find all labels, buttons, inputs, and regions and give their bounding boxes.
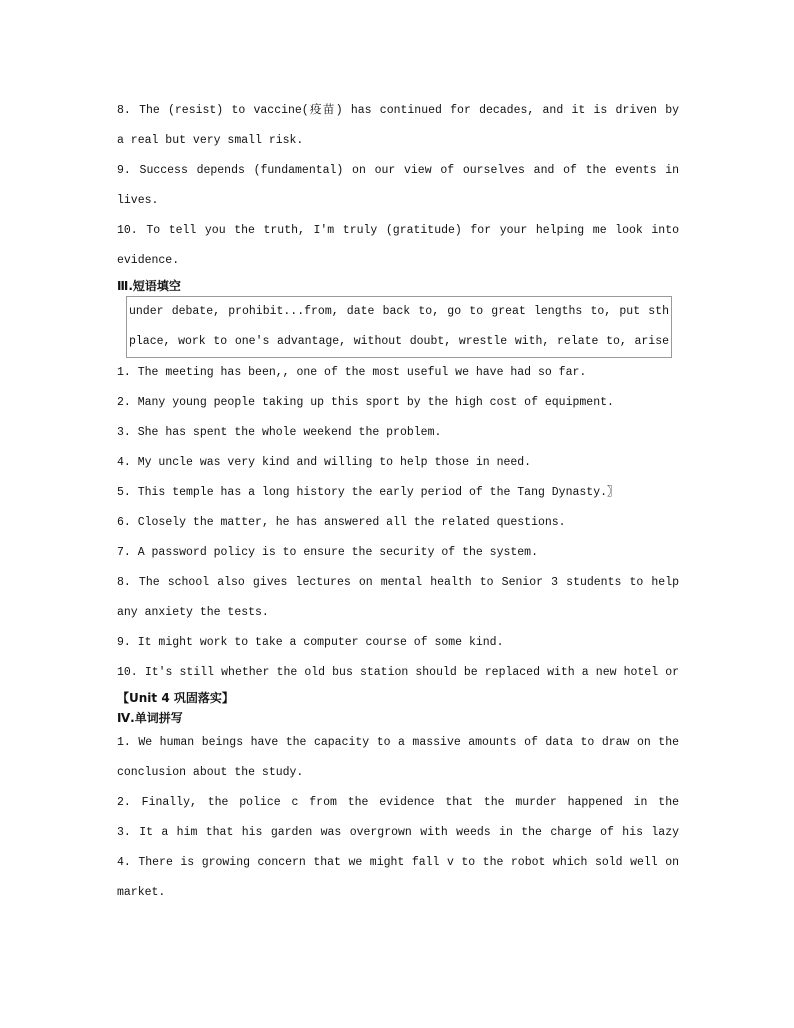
item-line [117,216,679,246]
item-number: 10. [117,224,138,237]
item-number: 8. [117,576,131,589]
item-number: 2. [117,396,131,409]
item-number: 8. [117,104,131,117]
item-text: My uncle was very kind and willing to help those in need. [137,456,532,469]
section3-item-2 [117,388,679,418]
item-line: lives. [117,194,159,207]
section3-item-1 [117,358,679,388]
item-line [117,728,679,758]
item-text: Success depends (fundamental) on our view of ourselves and of the events in [139,164,679,177]
item-text: Finally, the police c from the evidence that the murder happened in the [141,796,679,809]
item-line: conclusion about the study. [117,766,304,779]
document-page [117,96,679,908]
section3-item-9 [117,628,679,658]
item-line [117,848,679,878]
item-number: 3. [117,426,131,439]
section3-item-5 [117,478,679,508]
item-number: 6. [117,516,131,529]
item-line [117,568,679,598]
item-number: 5. [117,486,131,499]
item-text: The school also gives lectures on mental health to Senior 3 students to help [138,576,679,589]
section4-item-4 [117,848,679,908]
unit-heading: 【Unit 4 巩固落实】 [117,691,234,705]
item-number: 1. [117,366,131,379]
item-text: It's still whether the old bus station should be replaced with a new hotel or [144,666,679,679]
item-text: To tell you the truth, I'm truly (gratitude) for your helping me look into [146,224,679,237]
section2-item-10 [117,216,679,276]
section3-item-8 [117,568,679,628]
item-text: Closely the matter, he has answered all the related questions. [137,516,566,529]
item-text: The (resist) to vaccine(疫苗) has continued for decades, and it is driven by [139,104,679,117]
section4-item-3 [117,818,679,848]
item-text: A password policy is to ensure the security of the system. [137,546,538,559]
item-number: 3. [117,826,131,839]
item-line: evidence. [117,254,180,267]
item-line: any anxiety the tests. [117,606,269,619]
phrase-bank-box [126,296,672,358]
item-text: The meeting has been,, one of the most useful we have had so far. [137,366,587,379]
section4-item-1 [117,728,679,788]
section3-item-3 [117,418,679,448]
item-number: 4. [117,856,131,869]
item-line [117,156,679,186]
phrase-bank-line: under debate, prohibit...from, date back to, go to great lengths to, put sth [129,305,669,318]
section4-heading: Ⅳ.单词拼写 [117,711,183,725]
item-text: We human beings have the capacity to a massive amounts of data to draw on the [138,736,679,749]
item-text: It a him that his garden was overgrown with weeds in the charge of his lazy [139,826,679,839]
phrase-bank-line: place, work to one's advantage, without doubt, wrestle with, relate to, arise [129,335,669,348]
item-number: 4. [117,456,131,469]
item-number: 9. [117,164,131,177]
section3-item-10 [117,658,679,688]
section3-heading: Ⅲ.短语填空 [117,279,181,293]
section2-item-8 [117,96,679,156]
item-number: 9. [117,636,131,649]
section4-item-2 [117,788,679,818]
section3-item-4 [117,448,679,478]
item-line: a real but very small risk. [117,134,304,147]
item-number: 7. [117,546,131,559]
section3-item-7 [117,538,679,568]
item-line: market. [117,886,166,899]
item-number: 2. [117,796,131,809]
section2-item-9 [117,156,679,216]
item-text: It might work to take a computer course of some kind. [137,636,504,649]
item-line [117,96,679,126]
item-text: There is growing concern that we might fall v to the robot which sold well on [138,856,679,869]
item-text: This temple has a long history the early period of the Tang Dynasty.〗 [137,486,619,499]
item-text: Many young people taking up this sport by the high cost of equipment. [137,396,614,409]
item-number: 1. [117,736,131,749]
item-number: 10. [117,666,138,679]
item-text: She has spent the whole weekend the problem. [137,426,442,439]
section3-item-6 [117,508,679,538]
